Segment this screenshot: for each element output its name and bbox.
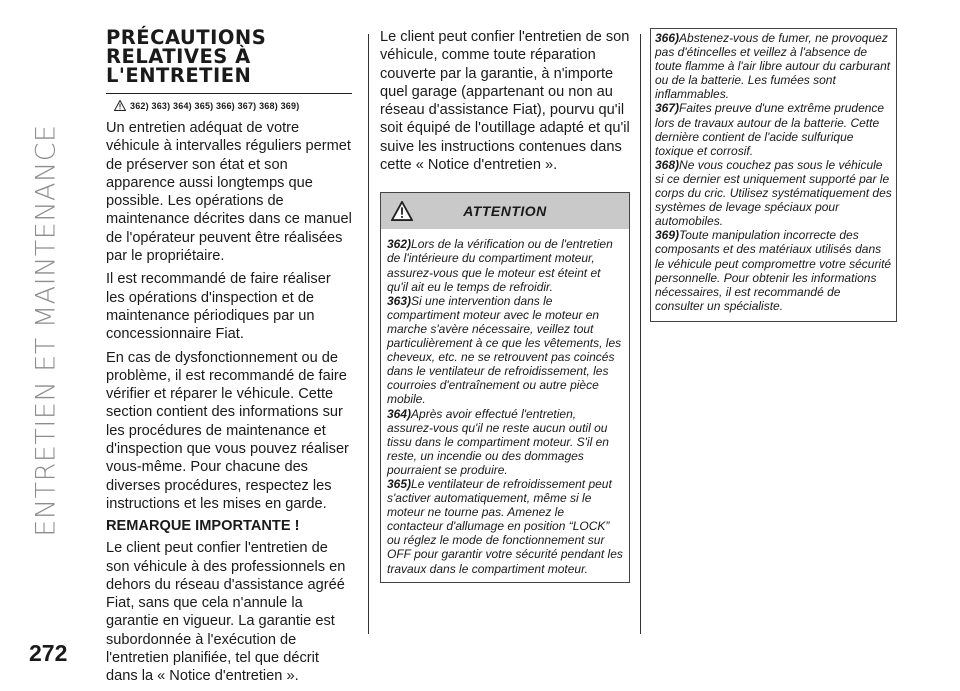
paragraph: Le client peut confier l'entretien de son véhicule, comme toute réparation couverte par la garantie, à n'importe quel garage (appartenant ou non au réseau d'assistance Fiat), pourvu qu'il soit équipé de l'outillage adapté et qu'il suive les instructions contenues dans cette « Notice d'entretien ». xyxy=(380,29,630,174)
paragraph: Un entretien adéquat de votre véhicule à intervalles réguliers permet de préserver son état et son apparence aussi longtemps que possible. Les opérations de maintenance décrites dans ce manuel de l'opérateur peuvent être réalisées par le propriétaire. xyxy=(106,120,352,265)
warning-continuation-box xyxy=(650,28,897,322)
warning-box xyxy=(380,192,630,582)
paragraph: En cas de dysfonctionnement ou de problème, il est recommandé de faire vérifier et réparer le véhicule. Cette section contient des informations sur les procédures de maintenance et d'inspection que vous pouvez réaliser vous-même. Pour chacune des diverses procédures, respectez les instructions et les mises en garde. xyxy=(106,349,349,512)
note-text: Toute manipulation incorrecte des composants et des matériaux utilisés dans le véhicule peut compromettre votre sécurité personnelle. Pour obtenir les informations nécessaires, il est recommandé de consulter un spécialiste. xyxy=(655,228,892,313)
warning-note xyxy=(655,31,892,101)
warning-note xyxy=(387,477,623,576)
page-number: 272 xyxy=(29,640,68,666)
note-text: Ne vous couchez pas sous le véhicule si ce dernier est uniquement supporté par le corps du cric. Utilisez systématiquement des systèmes de levage spéciaux pour automobiles. xyxy=(655,157,892,229)
paragraph: Le client peut confier l'entretien de son véhicule à des professionnels en dehors du réseau d'assistance agréé Fiat, sans que cela n'annule la garantie en vigueur. La garantie est subordonnée à l'exécution de l'entretien planifiée, tel que décrit dans la « Notice d'entretien ». xyxy=(106,540,346,685)
column-1 xyxy=(106,28,352,691)
warning-note xyxy=(387,294,623,407)
note-number: 363) xyxy=(387,293,412,308)
section-title-line: PRÉCAUTIONS xyxy=(106,26,267,49)
note-text: Si une intervention dans le compartiment moteur avec le moteur en marche s'avère nécessaire, veillez tout particulièrement à ce que les vêtements, les cheveux, etc. ne se retrouvent pas coincés dans le ventilateur de refroidissement, les courroies d'entraînement ou autre pièce mobile. xyxy=(387,293,622,407)
section-title-line: L'ENTRETIEN xyxy=(106,64,252,87)
warning-note xyxy=(655,228,892,313)
warning-note xyxy=(655,101,892,157)
note-text: Abstenez-vous de fumer, ne provoquez pas d'étincelles et veillez à l'absence de toute flamme à l'air libre autour du carburant ou de la batterie. Les fumées sont inflammables. xyxy=(655,31,891,102)
warning-triangle-icon xyxy=(391,201,413,221)
warning-note xyxy=(387,237,623,293)
section-title-line: RELATIVES À xyxy=(106,45,251,68)
note-number: 364) xyxy=(387,406,412,421)
note-number: 369) xyxy=(655,228,680,243)
paragraph: Il est recommandé de faire réaliser les opérations d'inspection et de maintenance périodiques par un concessionnaire Fiat. xyxy=(106,271,331,343)
references-text: 362) 363) 364) 365) 366) 367) 368) 369) xyxy=(130,100,300,111)
note-number: 362) xyxy=(387,237,412,252)
note-number: 366) xyxy=(655,31,680,45)
warning-title: ATTENTION xyxy=(463,203,547,220)
note-text: Après avoir effectué l'entretien, assurez-vous qu'il ne reste aucun outil ou tissu dans le compartiment moteur. S'il en reste, un incendie ou des dommages pourraient se produire. xyxy=(387,406,609,477)
note-number: 365) xyxy=(387,476,412,491)
column-divider xyxy=(368,34,369,634)
note-number: 368) xyxy=(655,157,680,172)
warning-note xyxy=(387,407,623,477)
chapter-side-title xyxy=(26,70,66,590)
warning-notes xyxy=(381,229,629,581)
warning-triangle-icon xyxy=(114,100,126,111)
column-divider xyxy=(640,34,641,634)
important-note-heading: REMARQUE IMPORTANTE ! xyxy=(106,518,300,535)
chapter-side-title-text: ENTRETIEN ET MAINTENANCE xyxy=(30,123,62,537)
note-text: Lors de la vérification ou de l'entretien de l'intérieure du compartiment moteur, assurez-vous que le moteur est éteint et qu'il ait eu le temps de refroidir. xyxy=(387,237,613,294)
title-rule xyxy=(106,93,352,94)
warning-note xyxy=(655,158,892,228)
section-title xyxy=(106,28,352,89)
column-3 xyxy=(650,28,897,322)
column-2 xyxy=(380,28,630,583)
note-text: Le ventilateur de refroidissement peut s'activer automatiquement, même si le moteur ne tourne pas. Amenez le contacteur d'allumage en position “LOCK” ou réglez le mode de fonctionnement sur OFF pour garantir votre sécurité pendant les travaux dans le compartiment moteur. xyxy=(387,476,623,576)
warning-references xyxy=(114,100,352,111)
note-text: Faites preuve d'une extrême prudence lors de travaux autour de la batterie. Cette dernière contient de l'acide sulfurique toxique et corrosif. xyxy=(655,101,885,158)
warning-header xyxy=(381,193,629,229)
note-number: 367) xyxy=(655,101,680,116)
